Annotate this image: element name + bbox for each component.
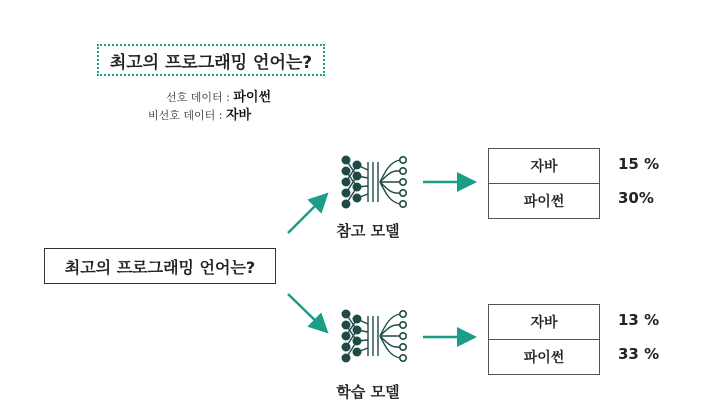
trained-prob-java: 13 % (618, 311, 660, 329)
reference-prob-java: 15 % (618, 155, 660, 173)
preferred-value: 파이썬 (233, 90, 272, 105)
reference-prob-python: 30% (618, 189, 654, 207)
arrow-to-trained-model (288, 294, 325, 330)
trained-option-python: 파이썬 (489, 339, 599, 374)
trained-prob-python: 33 % (618, 345, 660, 363)
arrow-to-reference-model (288, 196, 325, 233)
input-question-text: 최고의 프로그래밍 언어는? (64, 257, 256, 277)
rejected-label: 비선호 데이터 : (148, 109, 223, 122)
reference-option-java: 자바 (530, 159, 558, 175)
reference-model-label: 참고 모델 (336, 222, 400, 240)
reference-model-neural-network-icon (342, 156, 407, 209)
trained-model-label: 학습 모델 (336, 383, 400, 401)
rejected-value: 자바 (225, 108, 252, 123)
trained-output-table (488, 304, 600, 375)
reference-output-table (488, 148, 600, 219)
reference-option-python: 파이썬 (489, 183, 599, 218)
top-question-text: 최고의 프로그래밍 언어는? (109, 52, 313, 73)
preferred-label: 선호 데이터 : (166, 91, 230, 104)
trained-model-neural-network-icon (342, 310, 407, 363)
trained-option-java: 자바 (530, 315, 558, 331)
